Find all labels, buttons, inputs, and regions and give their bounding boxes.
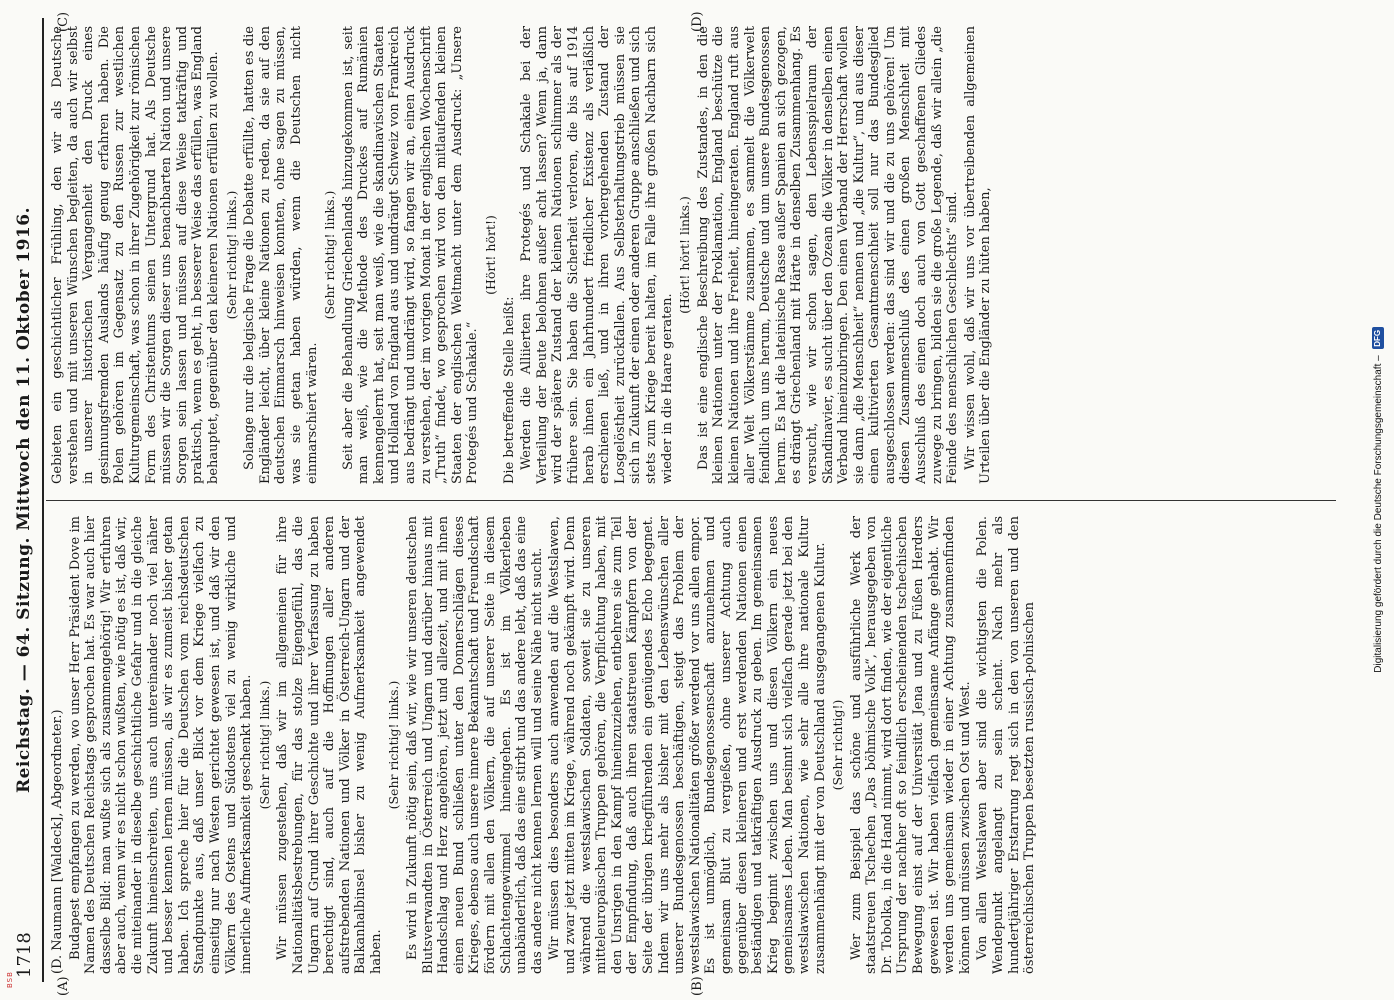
- paragraph: Solange nur die belgische Frage die Debatte erfüllte, hatten es die Engländer leicht, über kleine Nationen zu reden, da sie auf den deutschen Einmarsch hinweisen konnten, ohne sagen zu müssen, was sie getan haben würden, wenn die Deutschen nicht einmarschiert wären.: [242, 26, 320, 484]
- library-stamp: BSB: [6, 971, 14, 988]
- right-column: [50, 26, 1330, 484]
- margin-mark-d: (D): [690, 11, 705, 32]
- paragraph: Wir wissen wohl, daß wir uns vor übertreibenden allgemeinen Urteilen über die Engländer zu hüten haben,: [962, 26, 994, 484]
- credit-text: Digitalisierung gefördert durch die Deutsche Forschungsgemeinschaft –: [1372, 355, 1384, 673]
- quotation: Werden die Alliierten ihre Protegés und Schakale bei der Verteilung der Beute belohnen außer acht lassen? Wenn ja, dann wird der spätere Zustand der kleinen Nationen schlimmer als der frühere sein. Sie haben die Sicherheit verloren, die bis auf 1914 herab ihnen ein Jahrhundert friedlicher Existenz als verläßlich erschienen ließ, und in ihren vorhergehenden Zustand der Losgelöstheit zurückfallen. Aus Selbsterhaltungstrieb müssen sie sich in Zukunft der einen oder anderen Gruppe anschließen und sich stets zum Kriege bereit halten, im Falle ihre großen Nachbarn sich wieder in die Haare geraten.: [519, 26, 675, 484]
- paragraph: Seit aber die Behandlung Griechenlands hinzugekommen ist, seit man weiß, wie die Methode des Druckes auf Rumänien kennengelernt hat, seit man weiß, wie die skandinavischen Staaten und Holland von England aus und umdrängt Schweiz von Frankreich aus bedrängt und umdrängt wird, so fangen wir an, einen Ausdruck zu verstehen, der im vorigen Monat in der englischen Wochenschrift „Truth“ findet, wo gesprochen wird von den mitlaufenden kleinen Staaten der englischen Weltmacht unter dem Ausdruck: „Unsere Protegés und Schakale.“: [340, 26, 481, 484]
- paragraph: Wer zum Beispiel das schöne und ausführliche Werk der staatstreuen Tschechen „Das böhmische Volk“, herausgegeben von Dr. Tobolka, in die Hand nimmt, wird dort finden, wie der eigentliche Ursprung der nachher oft so feindlich erscheinenden tschechischen Bewegung einst auf der Universität Jena und zu Füßen Herders gewesen ist. Wir haben vielfach gemeinsame Anfänge gehabt. Wir werden uns gemeinsam wieder in einer Achtung zusammenfinden können und müssen zwischen Ost und West.: [848, 516, 973, 974]
- interjection: (Sehr richtig! links.): [256, 680, 272, 810]
- paragraph: Die betreffende Stelle heißt:: [501, 296, 517, 484]
- paragraph: Es wird in Zukunft nötig sein, daß wir, wie wir unseren deutschen Blutsverwandten in Österreich und Ungarn und darüber hinaus mit Handschlag und Herz angehören, jetzt und allezeit, und mit ihnen einen neuen Bund schließen unter den Donnerschlägen dieses Krieges, ebenso auch unsere innere Bekanntschaft und Freundschaft fördern mit allen den Völkern, die auf unserer Seite in diesem Schlachtengewimmel hineingehen. Es ist im Völkerleben unabänderlich, daß das eine stirbt und das andere lebt, daß das eine das andere nicht kennen lernen will und seine Nähe nicht sucht.: [405, 516, 545, 974]
- paragraph: Budapest empfangen zu werden, wo unser Herr Präsident Dove im Namen des Deutschen Reichstags gesprochen hat. Es war auch hier dasselbe Bild: man wußte sich als zusammengehörig! Wir erfuhren aber auch, wenn wir es nicht schon wußten, wie nötig es ist, daß wir, die miteinander in dieselbe geschichtliche Gefahr und in die gleiche Zukunft hineinschreiten, uns auch untereinander noch viel näher und besser kennen lernen müssen, als wir es zumeist bisher getan haben. Ich spreche hier für die Deutschen vom reichsdeutschen Standpunkte aus, daß unser Blick vor dem Kriege vielfach zu einseitig nur nach Westen gerichtet gewesen ist, und daß wir den Völkern des Ostens und Südostens viel zu wenig wirkliche und innerliche Aufmerksamkeit geschenkt haben.: [67, 516, 255, 974]
- paragraph: Gebieten ein geschichtlicher Frühling, den wir als Deutsche verstehen und mit unseren Wünschen begleiten, da auch wir selbst in unserer historischen Vergangenheit den Druck eines gesinnungsfremden Auslands häufig genug erfahren haben. Die Polen gehören im Gegensatz zu den Russen zur westlichen Kulturgemeinschaft, was schon in ihrer Zugehörigkeit zur römischen Form des Christentums seinen Untergrund hat. Als Deutsche müssen wir die Sorgen dieser uns benachbarten Nation und unsere Sorgen sein lassen und müssen auf diese Weise tatkräftig und praktisch, wenn es geht, in besserer Weise das erfüllen, was England behauptet, gegenüber den kleineren Nationen erfüllen zu wollen.: [50, 26, 221, 484]
- margin-mark-c: (C): [56, 11, 71, 32]
- paragraph: Das ist eine englische Beschreibung des Zustandes, in den die kleinen Nationen unter der Proklamation, England beschütze die kleinen Nationen und ihre Freiheit, hineingeraten. England ruft aus aller Welt Völkerstämme zusammen, es sammelt die Völkerwelt feindlich um uns herum, Deutsche und um unsere Bundesgenossen herum. Es hat die lateinische Rasse außer Spanien an sich gezogen, es drängt Griechenland mit Härte in denselben Zusammenhang. Es versucht, wie wir schon sagen, den Lebensspielraum der Skandinavier, es sucht über den Ozean die Völker in denselben einen Verband hineinzubringen. Den einen Verband der Herrschaft wollen sie dann „die Menschheit“ nennen und „die Kultur“, und aus dieser einen kultivierten Gesamtmenschheit soll nur das Bundesglied ausgeschlossen werden: das sind wir und die zu uns gehören! Um diesen Zusammenschluß des einen großen Menschheit mit Ausschluß des einen doch auch von Gott geschaffenen Gliedes zuwege zu bringen, bilden sie die große Legende, daß wir allein „die Feinde des menschlichen Geschlechts“ sind.: [695, 26, 961, 484]
- left-column: [50, 516, 1330, 974]
- interjection: (Sehr richtig! links.): [386, 680, 402, 810]
- dfg-logo-icon: DFG: [1372, 327, 1384, 349]
- column-divider: [46, 500, 1336, 501]
- interjection: (Sehr richtig!): [830, 699, 846, 791]
- margin-mark-b: (B): [690, 976, 705, 996]
- page-number: 1718: [14, 932, 35, 978]
- digitization-credit: [1372, 20, 1384, 980]
- interjection: (Hört! hört! links.): [677, 196, 693, 314]
- margin-mark-a: (A): [56, 976, 71, 996]
- interjection: (Sehr richtig! links.): [322, 190, 338, 320]
- page-title: Reichstag. — 64. Sitzung. Mittwoch den 11. Oktober 1916.: [14, 206, 34, 794]
- paragraph: Wir müssen dies besonders auch anwenden auf die Westslawen, und zwar jetzt mitten im Kriege, während noch gekämpft wird. Denn während die westslawischen Soldaten, soweit sie zu unseren mitteleuropäischen Truppen gehören, die Verpflichtung haben, mit den Unsrigen in den Kampf hineinzuziehen, entbehren sie zum Teil der Empfindung, daß auch ihren staatstreuen Kämpfern von der Seite der übrigen kriegführenden ein genügendes Echo begegnet. Indem wir uns mehr als bisher mit den Lebenswünschen aller unserer Bundesgenossen beschäftigen, steigt das Problem der westslawischen Nationalitäten größer werdend vor uns allen empor. Es ist unmöglich, Bundesgenossenschaft anzunehmen und gemeinsam Blut zu vergießen, ohne unserer Achtung auch gegenüber diesen kleineren und erst werdenden Nationen einen beständigen und tatkräftigen Ausdruck zu geben. Im gemeinsamen Krieg beginnt zwischen uns und diesen Völkern ein neues gemeinsames Leben. Man besinnt sich vielfach gerade jetzt bei den westslawischen Nationen, wie sehr alle ihre nationale Kultur zusammenhängt mit der von Deutschland ausgegangenen Kultur.: [547, 516, 828, 974]
- paragraph: Wir müssen zugestehen, daß wir im allgemeinen für ihre Nationalitätsbestrebungen, für das stolze Eigengefühl, das die Ungarn auf Grund ihrer Geschichte und ihrer Verfassung zu haben berechtigt sind, auch auf die Hoffnungen aller anderen aufstrebenden Nationen und Völker in Österreich-Ungarn und der Balkanhalbinsel bisher zu wenig Aufmerksamkeit angewendet haben.: [275, 516, 384, 974]
- interjection: (Hört! hört!): [483, 215, 499, 295]
- paragraph: Von allen Westslawen aber sind die wichtigsten die Polen. Wendepunkt angelangt zu sein scheint. Nach mehr als hundertjähriger Erstarrung regt sich in den von unseren und den österreichischen Truppen besetzten russisch-polnischen: [975, 516, 1038, 974]
- page-header: [12, 18, 44, 982]
- speaker-line: (D. Naumann [Waldeck], Abgeordneter.): [50, 709, 65, 974]
- interjection: (Sehr richtig! links.): [223, 190, 239, 320]
